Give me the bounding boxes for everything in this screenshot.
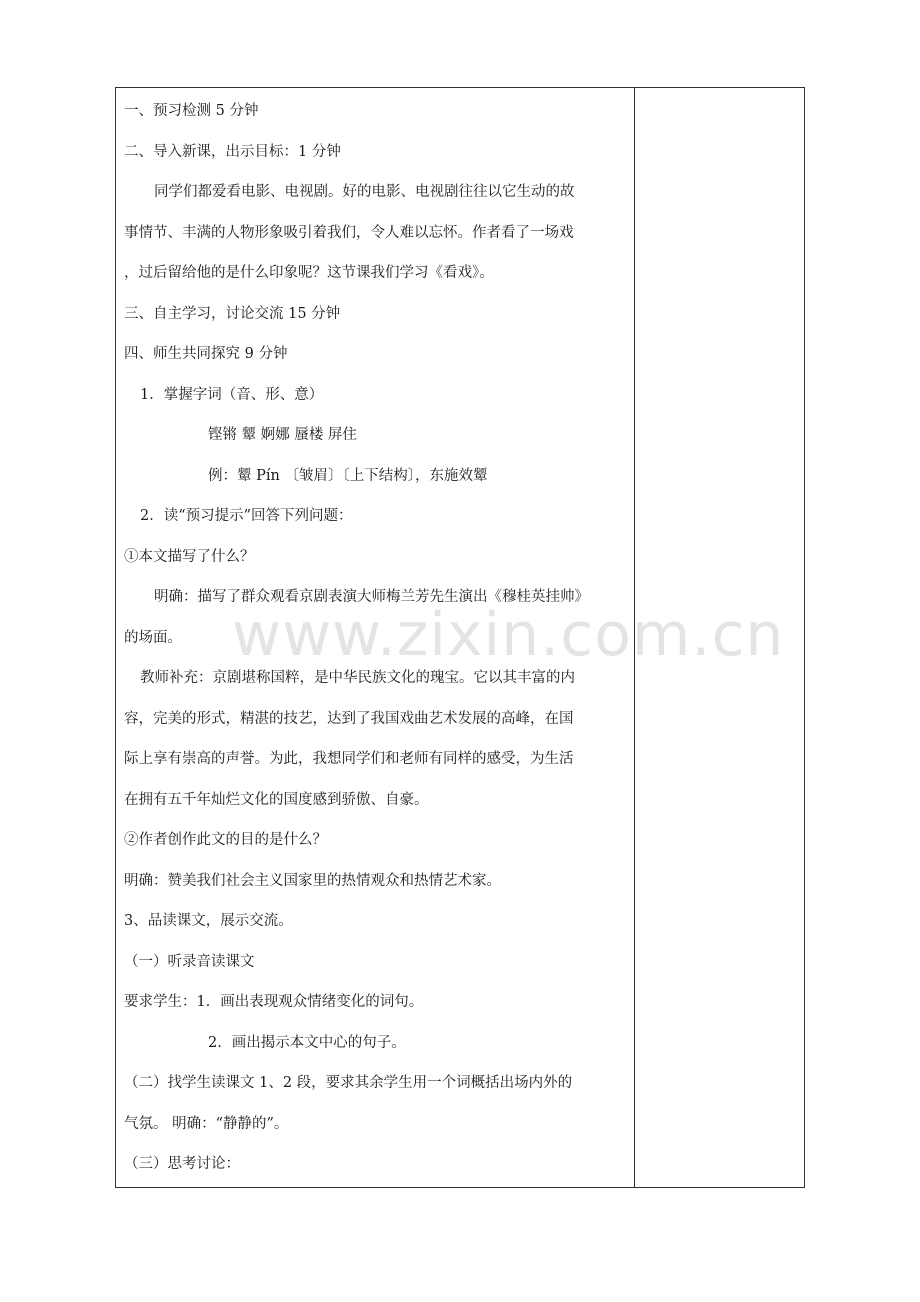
- watermark-text: www.zixin.com.cn: [232, 600, 785, 670]
- intro-paragraph-line-1: 同学们都爱看电影、电视剧。好的电影、电视剧往往以它生动的故: [154, 184, 575, 200]
- step-students-read-line-1: （二）找学生读课文 1、2 段，要求其余学生用一个词概括出场内外的: [124, 1075, 573, 1091]
- section-self-study: 三、自主学习，讨论交流 15 分钟: [124, 306, 341, 322]
- teacher-note-line-4: 在拥有五千年灿烂文化的国度感到骄傲、自豪。: [124, 792, 429, 808]
- notes-cell: [635, 88, 804, 1187]
- teacher-note-line-3: 际上享有崇高的声誉。为此，我想同学们和老师有同样的感受，为生活: [124, 751, 574, 767]
- answer-1-line-2: 的场面。: [124, 630, 182, 646]
- intro-paragraph-line-3: ，过后留给他的是什么印象呢？这节课我们学习《看戏》。: [124, 265, 494, 281]
- item-read-and-share: 3、品读课文，展示交流。: [124, 913, 293, 929]
- vocabulary-example: 例：颦 Pín 〔皱眉〕〔上下结构〕，东施效颦: [208, 468, 488, 484]
- step-think-discuss: （三）思考讨论：: [124, 1156, 240, 1172]
- section-introduce-new-lesson: 二、导入新课，出示目标：1 分钟: [124, 144, 341, 160]
- item-read-preview-tips: 2．读“预习提示”回答下列问题：: [140, 508, 353, 524]
- vocabulary-words: 铿锵 颦 婀娜 蜃楼 屏住: [208, 427, 357, 443]
- teacher-note-line-1: 教师补充：京剧堪称国粹，是中华民族文化的瑰宝。它以其丰富的内: [140, 670, 575, 686]
- requirement-2: 2．画出揭示本文中心的句子。: [208, 1035, 406, 1051]
- step-students-read-line-2: 气氛。 明确：“静静的”。: [124, 1116, 289, 1132]
- lesson-table: [115, 87, 805, 1188]
- section-preview-check: 一、预习检测 5 分钟: [124, 103, 259, 119]
- section-joint-exploration: 四、师生共同探究 9 分钟: [124, 346, 288, 362]
- question-1: ①本文描写了什么？: [124, 549, 255, 565]
- teacher-note-line-2: 容，完美的形式，精湛的技艺，达到了我国戏曲艺术发展的高峰，在国: [124, 711, 574, 727]
- step-listen-recording: （一）听录音读课文: [124, 954, 255, 970]
- requirement-1: 要求学生：1．画出表现观众情绪变化的词句。: [124, 994, 424, 1010]
- intro-paragraph-line-2: 事情节、丰满的人物形象吸引着我们，令人难以忘怀。作者看了一场戏: [124, 225, 574, 241]
- question-2: ②作者创作此文的目的是什么？: [124, 832, 327, 848]
- item-master-vocabulary: 1．掌握字词（音、形、意）: [140, 387, 324, 403]
- answer-2: 明确：赞美我们社会主义国家里的热情观众和热情艺术家。: [124, 873, 501, 889]
- answer-1-line-1: 明确：描写了群众观看京剧表演大师梅兰芳先生演出《穆桂英挂帅》: [154, 589, 589, 605]
